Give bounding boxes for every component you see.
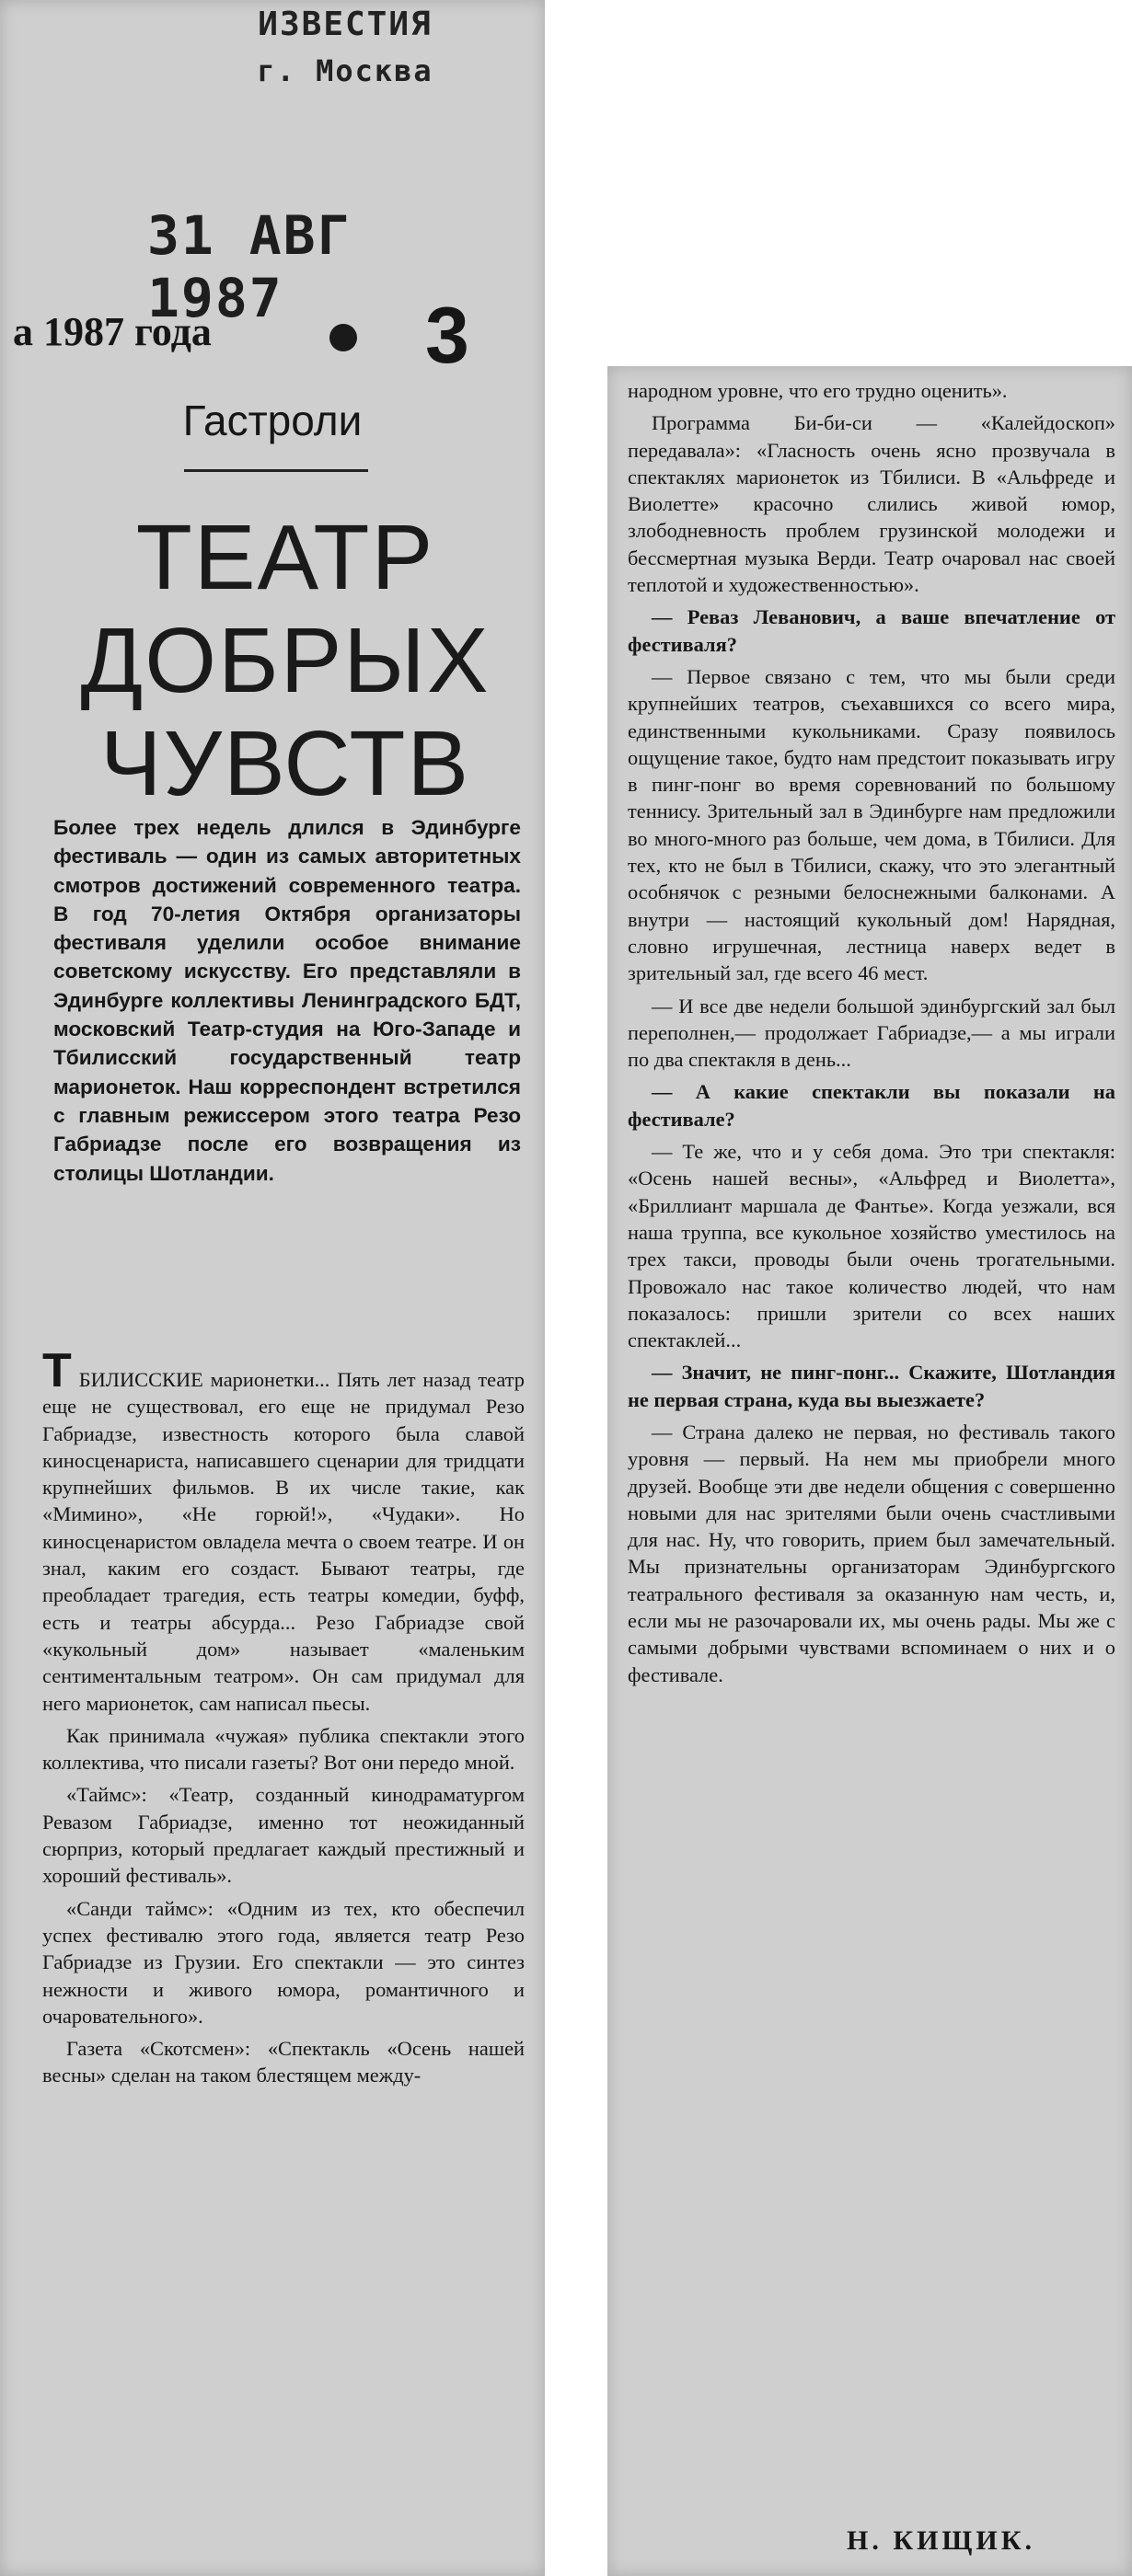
headline-line-1: ТЕАТР [135, 506, 435, 609]
page-number: 3 [425, 292, 469, 380]
stamp-city: г. Москва [257, 53, 433, 88]
paragraph: народном уровне, что его трудно оценить». [628, 379, 1008, 402]
rubric-divider [184, 469, 368, 472]
interview-question: — А какие спектакли вы показали на фестивале? [628, 1080, 1115, 1131]
article-column-right [628, 377, 1115, 2493]
quote-paragraph: «Санди таймс»: «Одним из тех, кто обеспечил успех фестивалю этого года, является театр Резо Габриадзе из Грузии. Его спектакли — это синтез нежности и живого юмора, романтичного и очаровательного». [42, 1896, 525, 2028]
interview-answer: — Те же, что и у себя дома. Это три спектакля: «Осень нашей весны», «Альфред и Виолетта», «Бриллиант маршала де Фантье». Когда уезжали, вся наша труппа, все кукольное хозяйство уместилось на трех такси, проводы были очень трогательными. Провожало нас такое количество людей, что нам показалось: пришли зрители со всех наших спектаклей... [628, 1140, 1115, 1352]
paragraph [42, 1352, 525, 1717]
author-byline: Н. КИЩИК. [847, 2525, 1035, 2556]
stamp-date: 31 АВГ 1987 [147, 204, 352, 329]
paragraph: Как принимала «чужая» публика спектакли этого коллектива, что писали газеты? Вот они передо мной. [42, 1723, 525, 1775]
headline-line-2: ДОБРЫХ [80, 609, 491, 712]
interview-question: — Реваз Леванович, а ваше впечатление от фестиваля? [628, 605, 1115, 656]
interview-answer: — Первое связано с тем, что мы были среди крупнейших театров, съехавшихся со всего мира, единственными кукольниками. Сразу появилось ощущение такое, будто нам предстоит показывать игру в пинг-понг во время соревнований по большому теннису. Зрительный зал в Эдинбурге нам предложили во много-много раз больше, чем дома, в Тбилиси. Для тех, кто не был в Тбилиси, скажу, что это элегантный особнячок с резными белоснежными балконами. А внутри — настоящий кукольный дом! Нарядная, словно игрушечная, лестница наверх ведет в зрительный зал, где всего 46 мест. [628, 664, 1115, 985]
paragraph-text: БИЛИССКИЕ марионетки... Пять лет назад театр еще не существовал, его еще не придумал Резо Габриадзе, известность которого была славой киносценариста, написавшего сценарии для тридцати крупнейших фильмов. В их числе такие, как «Мимино», «Не горюй!», «Чудаки». Но киносценаристом овладела мечта о своем театре. И он знал, каким его создаст. Бывают театры, где преобладает трагедия, есть театры комедии, буфф, есть и театры абсурда... Резо Габриадзе свой «кукольный дом» называет «маленьким сентиментальным театром». Он сам придумал для него марионеток, сам написал пьесы. [42, 1368, 525, 1715]
article-column-left [42, 1352, 525, 2571]
headline [37, 506, 534, 815]
quote-paragraph: Газета «Скотсмен»: «Спектакль «Осень нашей весны» сделан на таком блестящем между- [42, 2037, 525, 2087]
quote-paragraph: «Таймс»: «Театр, созданный кинодраматургом Ревазом Габриадзе, именно тот неожиданный сюрприз, который предлагает каждый престижный и хороший фестиваль». [42, 1783, 525, 1888]
lead-paragraph: Более трех недель длился в Эдинбурге фестиваль — один из самых авторитетных смотров достижений современного театра. В год 70-летия Октября организаторы фестиваля уделили особое внимание советскому искусству. Его представляли в Эдинбурге коллективы Ленинградского БДТ, московский Театр-студия на Юго-Западе и Тбилисский государственный театр марионеток. Наш корреспондент встретился с главным режиссером этого театра Резо Габриадзе после его возвращения из столицы Шотландии. [53, 816, 521, 1185]
interview-answer: — Страна далеко не первая, но фестиваль такого уровня — первый. На нем мы приобрели много друзей. Вообще эти две недели общения с совершенно новыми для нас зрителями были очень счастливыми для нас. Ну, что говорить, прием был замечательный. Мы признательны организаторам Эдинбургского театрального фестиваля за оказанную нам честь, и, если мы не разочаровали их, мы очень рады. Мы же с самыми добрыми чувствами вспоминаем о них и о фестивале. [628, 1420, 1115, 1686]
interview-answer: — И все две недели большой эдинбургский зал был переполнен,— продолжает Габриадзе,— а мы играли по два спектакля в день... [628, 994, 1115, 1072]
bullet-dot-icon [329, 324, 357, 351]
stamp-newspaper-name: ИЗВЕСТИЯ [258, 6, 433, 43]
interview-question: — Значит, не пинг-понг... Скажите, Шотландия не первая страна, куда вы выезжаете? [628, 1361, 1115, 1411]
rubric-label: Гастроли [182, 397, 363, 444]
quote-paragraph: Программа Би-би-си — «Калейдоскоп» передавала»: «Гласность очень ясно прозвучала в спектаклях марионеток из Тбилиси. В «Альфреде и Виолетте» красочно слились живой юмор, злободневность проблем грузинской молодежи и бессмертная музыка Верди. Театр очаровал нас своей теплотой и художественностью». [628, 411, 1115, 597]
drop-cap: Т [42, 1352, 72, 1397]
headline-line-3: ЧУВСТВ [99, 712, 471, 815]
issue-date: а 1987 года [13, 309, 212, 354]
